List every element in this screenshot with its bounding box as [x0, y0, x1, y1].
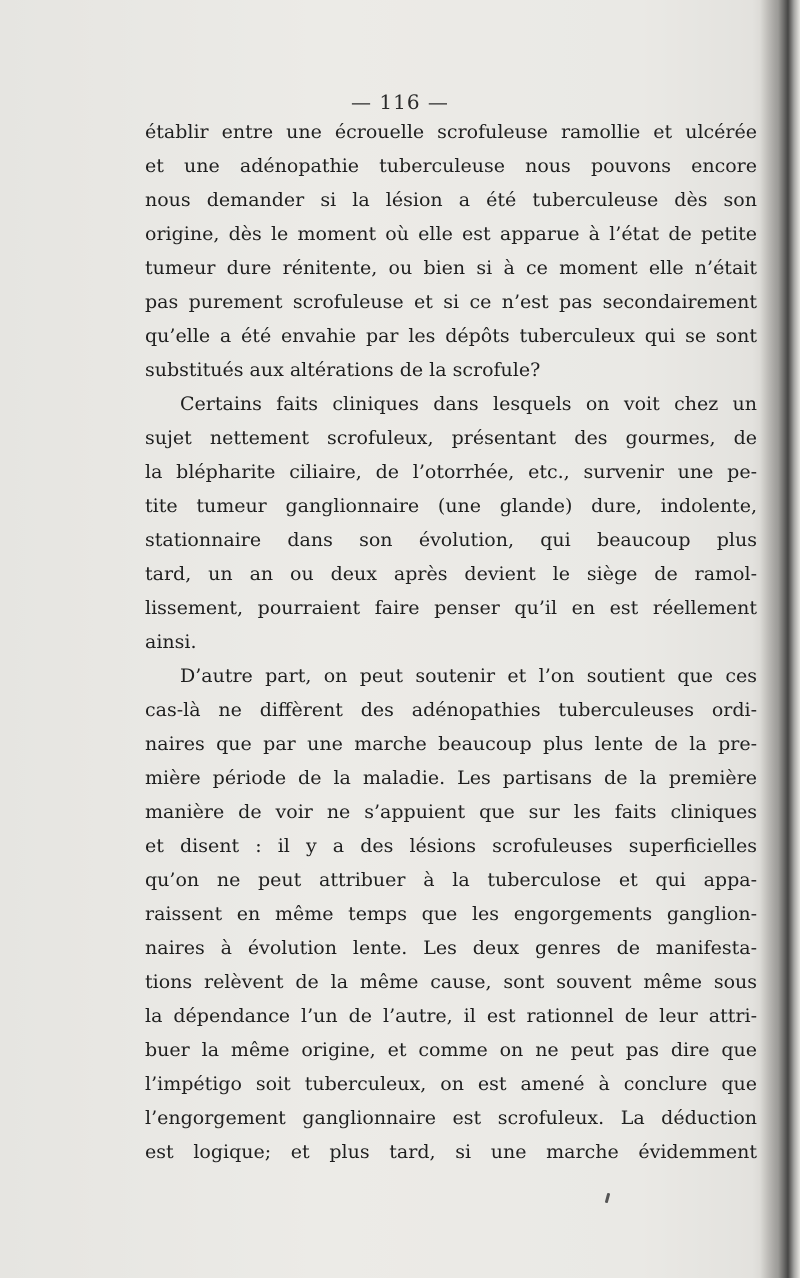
- text-line: raissent en même temps que les engorgements ganglion-: [145, 903, 757, 925]
- text-line: lissement, pourraient faire penser qu’il en est réellement: [145, 597, 757, 619]
- body-text: [145, 115, 757, 1169]
- text-line: naires à évolution lente. Les deux genres de manifesta-: [145, 937, 757, 959]
- text-line: tard, un an ou deux après devient le siège de ramol-: [145, 563, 757, 585]
- text-line: tions relèvent de la même cause, sont souvent même sous: [145, 971, 757, 993]
- page-number: — 116 —: [351, 90, 449, 114]
- text-line: substitués aux altérations de la scrofule?: [145, 359, 541, 381]
- text-line: tite tumeur ganglionnaire (une glande) dure, indolente,: [145, 495, 757, 517]
- text-line: cas-là ne diffèrent des adénopathies tuberculeuses ordi-: [145, 699, 757, 721]
- text-line: stationnaire dans son évolution, qui beaucoup plus: [145, 529, 757, 551]
- text-line: D’autre part, on peut soutenir et l’on soutient que ces: [180, 665, 757, 687]
- text-line: la dépendance l’un de l’autre, il est rationnel de leur attri-: [145, 1005, 757, 1027]
- text-line: la blépharite ciliaire, de l’otorrhée, etc., survenir une pe-: [145, 461, 757, 483]
- page-binding-shadow: [760, 0, 800, 1278]
- text-line: établir entre une écrouelle scrofuleuse ramollie et ulcérée: [145, 121, 757, 143]
- text-line: origine, dès le moment où elle est apparue à l’état de petite: [145, 223, 757, 245]
- text-line: buer la même origine, et comme on ne peut pas dire que: [145, 1039, 757, 1061]
- text-line: mière période de la maladie. Les partisans de la première: [145, 767, 757, 789]
- text-line: qu’on ne peut attribuer à la tuberculose et qui appa-: [145, 869, 757, 891]
- text-line: sujet nettement scrofuleux, présentant des gourmes, de: [145, 427, 757, 449]
- text-line: pas purement scrofuleuse et si ce n’est pas secondairement: [145, 291, 757, 313]
- text-line: ainsi.: [145, 631, 197, 653]
- text-line: l’engorgement ganglionnaire est scrofuleux. La déduction: [145, 1107, 757, 1129]
- text-line: et disent : il y a des lésions scrofuleuses superficielles: [145, 835, 757, 857]
- text-line: qu’elle a été envahie par les dépôts tuberculeux qui se sont: [145, 325, 757, 347]
- text-line: nous demander si la lésion a été tuberculeuse dès son: [145, 189, 757, 211]
- text-line: Certains faits cliniques dans lesquels on voit chez un: [180, 393, 757, 415]
- text-line: manière de voir ne s’appuient que sur les faits cliniques: [145, 801, 757, 823]
- text-line: est logique; et plus tard, si une marche évidemment: [145, 1141, 757, 1163]
- ink-speck: [605, 1193, 610, 1203]
- text-line: l’impétigo soit tuberculeux, on est amené à conclure que: [145, 1073, 757, 1095]
- text-line: et une adénopathie tuberculeuse nous pouvons encore: [145, 155, 757, 177]
- text-line: tumeur dure rénitente, ou bien si à ce moment elle n’était: [145, 257, 757, 279]
- text-line: naires que par une marche beaucoup plus lente de la pre-: [145, 733, 757, 755]
